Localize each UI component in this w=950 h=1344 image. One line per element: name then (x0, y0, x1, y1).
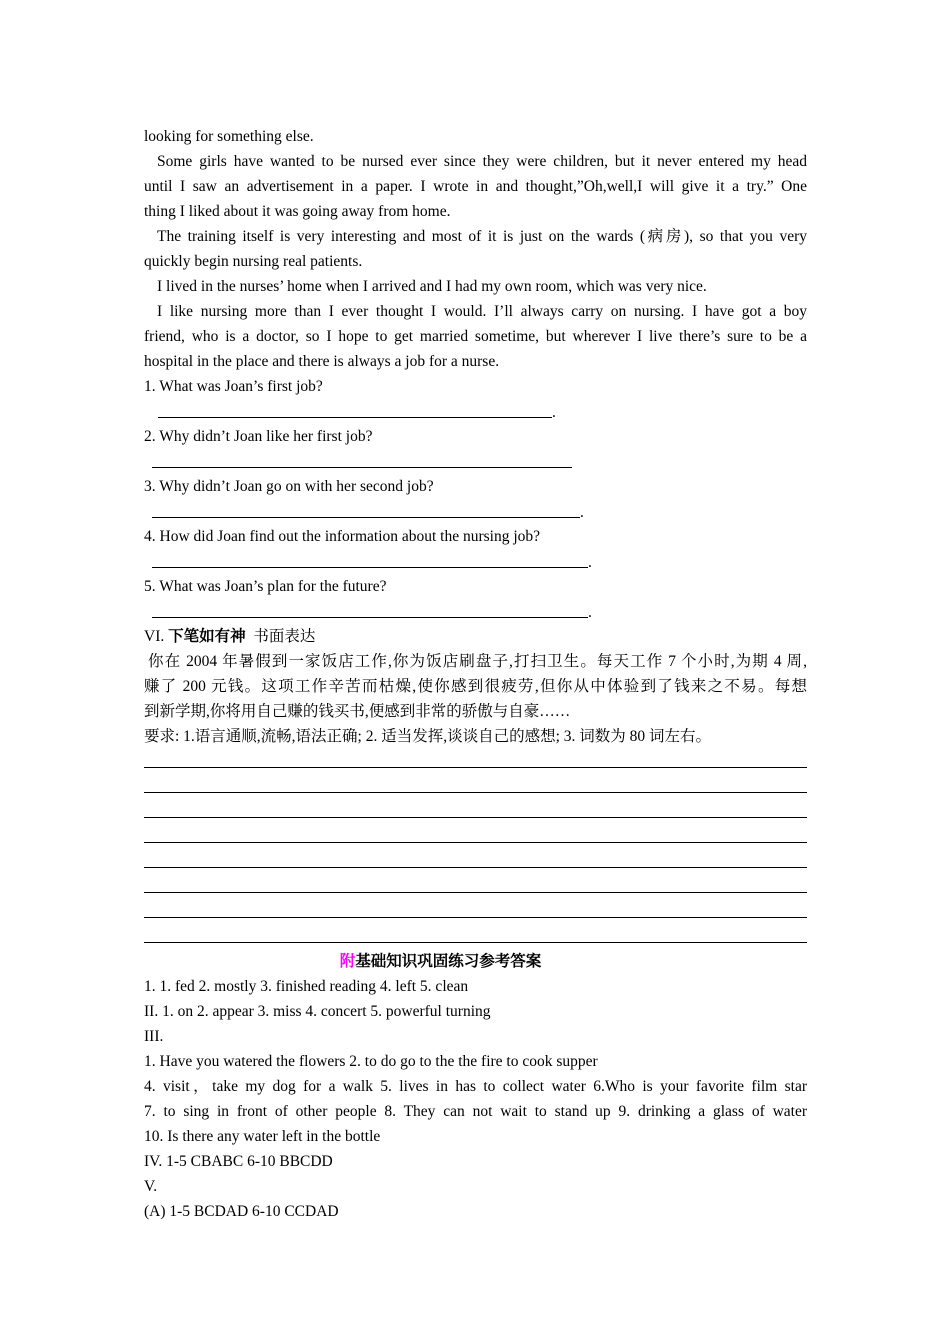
passage-line: looking for something else. (144, 128, 314, 145)
answer-key-title-text: 基础知识巩固练习参考答案 (355, 953, 542, 970)
passage-line: friend, who is a doctor, so I hope to get married sometime, but wherever I live there’s sure to be a (144, 328, 807, 345)
section-number: VI. (144, 628, 169, 645)
writing-line[interactable] (144, 924, 807, 949)
writing-line[interactable] (144, 824, 807, 849)
blank-end-mark: . (588, 554, 592, 571)
answer-line: 1. Have you watered the flowers 2. to do go to the the fire to cook supper (144, 1053, 598, 1070)
answer-key-title (144, 949, 807, 974)
writing-line[interactable] (144, 774, 807, 799)
question-text: 5. What was Joan’s plan for the future? (144, 578, 387, 595)
answer-line: IV. 1-5 CBABC 6-10 BBCDD (144, 1153, 333, 1170)
answer-blank[interactable] (144, 549, 807, 574)
section-subtitle: 书面表达 (245, 628, 316, 645)
writing-requirements: 要求: 1.语言通顺,流畅,语法正确; 2. 适当发挥,谈谈自己的感想; 3. 词数为 80 词左右。 (144, 728, 712, 745)
passage-line: Some girls have wanted to be nursed ever since they were children, but it never entered my head (157, 153, 807, 170)
writing-line[interactable] (144, 849, 807, 874)
blank-end-mark: . (552, 404, 556, 421)
answer-line: 1. 1. fed 2. mostly 3. finished reading 4. left 5. clean (144, 978, 469, 995)
answer-key-title-prefix: 附 (339, 953, 356, 970)
answer-line: II. 1. on 2. appear 3. miss 4. concert 5. powerful turning (144, 1003, 491, 1020)
answer-blank[interactable] (144, 449, 807, 474)
answer-line: V. (144, 1178, 158, 1195)
passage-line: I like nursing more than I ever thought I would. I’ll always carry on nursing. I have got a boy (157, 303, 807, 320)
question-text: 1. What was Joan’s first job? (144, 378, 323, 395)
writing-line[interactable] (144, 799, 807, 824)
answer-blank[interactable] (144, 399, 807, 424)
writing-line[interactable] (144, 749, 807, 774)
question-text: 2. Why didn’t Joan like her first job? (144, 428, 373, 445)
answer-blank[interactable] (144, 599, 807, 624)
question-text: 4. How did Joan find out the information about the nursing job? (144, 528, 541, 545)
passage-line: quickly begin nursing real patients. (144, 253, 363, 270)
document-content (144, 124, 807, 1224)
answer-line: 10. Is there any water left in the bottle (144, 1128, 381, 1145)
passage-line: The training itself is very interesting and most of it is just on the wards (病房), so that you very (157, 228, 807, 245)
blank-end-mark: . (580, 504, 584, 521)
passage-line: hospital in the place and there is always a job for a nurse. (144, 353, 500, 370)
answer-line: 7. to sing in front of other people 8. They can not wait to stand up 9. drinking a glass of water (144, 1103, 807, 1120)
writing-prompt-line: 赚了 200 元钱。这项工作辛苦而枯燥,使你感到很疲劳,但你从中体验到了钱来之不易。每想 (144, 678, 807, 695)
section-heading (144, 624, 807, 649)
passage-line: until I saw an advertisement in a paper. I wrote in and thought,”Oh,well,I will give it a try.” One (144, 178, 807, 195)
question-text: 3. Why didn’t Joan go on with her second job? (144, 478, 434, 495)
answer-blank[interactable] (144, 499, 807, 524)
blank-end-mark: . (588, 604, 592, 621)
answer-line: (A) 1-5 BCDAD 6-10 CCDAD (144, 1203, 339, 1220)
writing-line[interactable] (144, 899, 807, 924)
writing-prompt-line: 到新学期,你将用自己赚的钱买书,便感到非常的骄傲与自豪…… (144, 703, 571, 720)
passage-line: thing I liked about it was going away from home. (144, 203, 451, 220)
writing-prompt-line: 你在 2004 年暑假到一家饭店工作,你为饭店刷盘子,打扫卫生。每天工作 7 个小时,为期 4 周, (148, 653, 807, 670)
passage-line: I lived in the nurses’ home when I arrived and I had my own room, which was very nice. (157, 278, 707, 295)
answer-line: III. (144, 1028, 164, 1045)
section-title: 下笔如有神 (168, 628, 246, 645)
answer-line: 4. visit，take my dog for a walk 5. lives in has to collect water 6.Who is your favorite film star (144, 1078, 807, 1095)
writing-line[interactable] (144, 874, 807, 899)
